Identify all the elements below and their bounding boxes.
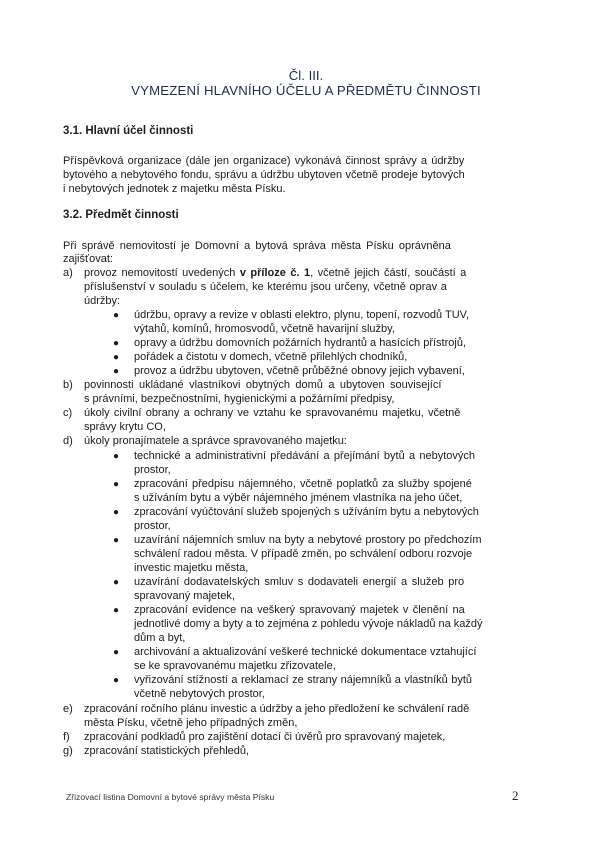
item-a-line: příslušenství v souladu s účelem, ke kterému jsou určeny, včetně oprav a [84, 281, 447, 293]
item-label-g: g) [63, 745, 73, 757]
item-a-text: provoz nemovitostí uvedených [84, 267, 240, 279]
item-e-line: města Písku, včetně jeho případných změn, [84, 717, 298, 729]
item-label-c: c) [63, 407, 73, 419]
bullet-icon: ● [113, 310, 120, 321]
bullet-icon: ● [113, 451, 120, 462]
item-a-line: údržby: [84, 295, 121, 307]
item-g-line: zpracování statistických přehledů, [84, 745, 250, 757]
d-bullet: zpracování předpisu nájemného, včetně poplatků za služby spojené [134, 478, 472, 490]
d-bullet: s užíváním bytu a výběr nájemného jménem vlastníka na jeho účet, [134, 492, 463, 504]
d-bullet: jednotlivé domy a byty a to zejména z pohledu vývoje nákladů na každý [134, 618, 483, 630]
bullet-icon: ● [113, 675, 120, 686]
item-label-f: f) [63, 731, 70, 743]
d-bullet: schválení radou města. V případě změn, po schválení odboru rozvoje [134, 548, 473, 560]
item-a-text: , včetně jejich částí, součástí a [310, 267, 467, 279]
d-bullet: vyřizování stížností a reklamací ze strany nájemníků a vlastníků bytů [134, 674, 473, 686]
item-f-line: zpracování podkladů pro zajištění dotací či úvěrů pro spravovaný majetek, [84, 731, 446, 743]
d-bullet: technické a administrativní předávání a přejímání bytů a nebytových [134, 450, 476, 462]
d-bullet: včetně nebytových prostor, [134, 688, 265, 700]
a-bullet: výtahů, komínů, hromosvodů, včetně havarijní služby, [134, 323, 395, 335]
s32-intro-line: zajišťovat: [63, 253, 113, 265]
item-c-line: úkoly civilní obrany a ochrany ve vztahu ke spravovanému majetku, včetně [84, 407, 461, 419]
item-b-line: povinnosti ukládané vlastníkovi obytných domů a ubytoven související [84, 379, 442, 391]
article-title: VYMEZENÍ HLAVNÍHO ÚČELU A PŘEDMĚTU ČINNOSTI [131, 83, 481, 98]
bullet-icon: ● [113, 605, 120, 616]
d-bullet: archivování a aktualizování veškeré technické dokumentace vztahující [134, 646, 477, 658]
bullet-icon: ● [113, 647, 120, 658]
bullet-icon: ● [113, 352, 120, 363]
d-bullet: dům a byt, [134, 632, 186, 644]
s31-line: Příspěvková organizace (dále jen organizace) vykonává činnost správy a údržby [63, 155, 465, 167]
bullet-icon: ● [113, 507, 120, 518]
item-label-d: d) [63, 435, 73, 447]
a-bullet: opravy a údržbu domovních požárních hydrantů a hasících přístrojů, [134, 337, 467, 349]
item-b-line: s právními, bezpečnostními, hygienickými a požárními předpisy, [84, 393, 395, 405]
s32-intro-line: Při správě nemovitostí je Domovní a bytová správa města Písku oprávněna [63, 240, 451, 252]
section-3-1-title: 3.1. Hlavní účel činnosti [63, 125, 194, 137]
item-d-line: úkoly pronajímatele a správce spravovaného majetku: [84, 435, 347, 447]
bullet-icon: ● [113, 338, 120, 349]
item-e-line: zpracování ročního plánu investic a údržby a jeho předložení ke schválení radě [84, 703, 470, 715]
s31-line: bytového a nebytového fondu, správu a údržbu ubytoven včetně prodeje bytových [63, 169, 465, 181]
d-bullet: prostor, [134, 464, 171, 476]
item-a-bold: v příloze č. 1 [239, 267, 311, 279]
item-a-line [84, 267, 466, 280]
footer-text: Zřizovací listina Domovní a bytové správy města Písku [66, 792, 275, 802]
bullet-icon: ● [113, 366, 120, 377]
bullet-icon: ● [113, 577, 120, 588]
d-bullet: se ke spravovanému majetku zřizovatele, [134, 660, 336, 672]
item-c-line: správy krytu CO, [84, 421, 166, 433]
d-bullet: spravovaný majetek, [134, 590, 235, 602]
d-bullet: prostor, [134, 520, 171, 532]
bullet-icon: ● [113, 479, 120, 490]
a-bullet: pořádek a čistotu v domech, včetně přilehlých chodníků, [134, 351, 408, 363]
bullet-icon: ● [113, 535, 120, 546]
item-label-e: e) [63, 703, 73, 715]
item-label-b: b) [63, 379, 73, 391]
d-bullet: zpracování evidence na veškerý spravovaný majetek v členění na [134, 604, 465, 616]
d-bullet: uzavírání nájemních smluv na byty a nebytové prostory po předchozím [134, 534, 482, 546]
page-number: 2 [512, 788, 519, 803]
article-number: Čl. III. [288, 68, 324, 83]
d-bullet: zpracování vyúčtování služeb spojených s užíváním bytu a nebytových [134, 506, 479, 518]
item-label-a: a) [63, 267, 73, 279]
a-bullet: údržbu, opravy a revize v oblasti elektro, plynu, topení, rozvodů TUV, [134, 309, 470, 321]
a-bullet: provoz a údržbu ubytoven, včetně průběžné obnovy jejich vybavení, [134, 365, 465, 377]
section-3-2-title: 3.2. Předmět činnosti [63, 209, 179, 221]
s31-line: i nebytových jednotek z majetku města Písku. [63, 183, 286, 195]
d-bullet: uzavírání dodavatelských smluv s dodavateli energií a služeb pro [134, 576, 465, 588]
d-bullet: investic majetku města, [134, 562, 249, 574]
